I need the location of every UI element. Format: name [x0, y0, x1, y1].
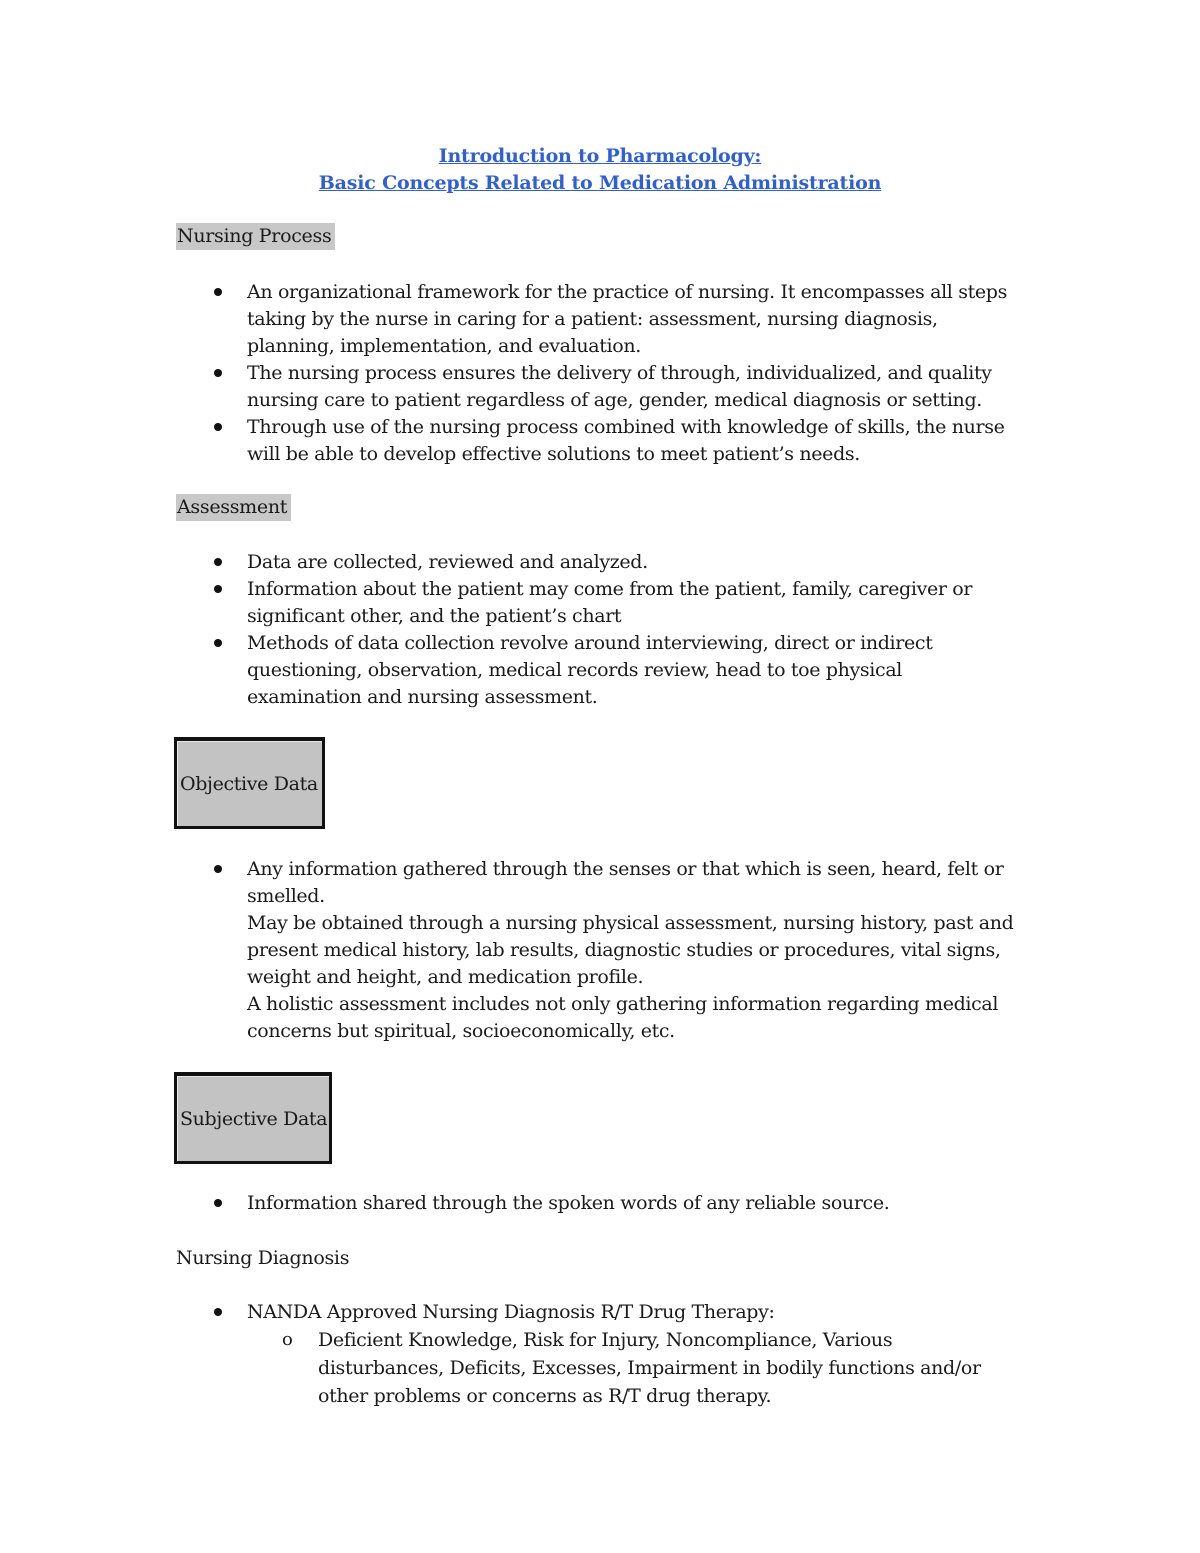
- bullet-icon: [214, 639, 222, 647]
- bullet-icon: [214, 1308, 222, 1316]
- list-item: [247, 360, 1027, 414]
- subjective-data-label: Subjective Data: [180, 1107, 328, 1130]
- list-item-text: taking by the nurse in caring for a patient: assessment, nursing diagnosis,: [247, 308, 938, 330]
- sub-list-item: [282, 1326, 1027, 1410]
- sub-list-item-text: other problems or concerns as R/T drug therapy.: [318, 1385, 772, 1407]
- bullet-icon: [214, 288, 222, 296]
- bullet-icon: [214, 585, 222, 593]
- assessment-heading: Assessment: [176, 494, 291, 521]
- list-item-text: Data are collected, reviewed and analyzed.: [247, 551, 648, 573]
- objective-data-label: Objective Data: [180, 772, 318, 795]
- bullet-icon: [214, 558, 222, 566]
- list-item-text: An organizational framework for the practice of nursing. It encompasses all steps: [247, 281, 1008, 303]
- list-item-text: questioning, observation, medical records review, head to toe physical: [247, 659, 903, 681]
- objective-data-box: [174, 737, 325, 829]
- sub-list-item-text: Deficient Knowledge, Risk for Injury, Noncompliance, Various: [318, 1329, 893, 1351]
- list-item-text: significant other, and the patient’s chart: [247, 605, 622, 627]
- assessment-list: [247, 549, 1027, 711]
- nursing-process-heading: Nursing Process: [176, 223, 335, 250]
- list-item-text: smelled.: [247, 885, 325, 907]
- list-item-text: planning, implementation, and evaluation.: [247, 335, 641, 357]
- list-item-text: will be able to develop effective solutions to meet patient’s needs.: [247, 443, 860, 465]
- list-item-text: Any information gathered through the senses or that which is seen, heard, felt or: [247, 858, 1004, 880]
- list-item-text: nursing care to patient regardless of age, gender, medical diagnosis or setting.: [247, 389, 982, 411]
- list-item: [247, 630, 1027, 711]
- nursing-diagnosis-list: [247, 1299, 1027, 1410]
- bullet-icon: [214, 1199, 222, 1207]
- subjective-data-box: [174, 1072, 332, 1164]
- bullet-icon: [214, 423, 222, 431]
- list-item-text: NANDA Approved Nursing Diagnosis R/T Drug Therapy:: [247, 1301, 775, 1323]
- document-title-line-1: Introduction to Pharmacology:: [438, 145, 762, 167]
- document-title-line-2: Basic Concepts Related to Medication Administration: [318, 172, 882, 194]
- list-item-text: concerns but spiritual, socioeconomically, etc.: [247, 1020, 675, 1042]
- list-item: [247, 414, 1027, 468]
- list-item-text: present medical history, lab results, diagnostic studies or procedures, vital signs,: [247, 939, 1001, 961]
- list-item: [247, 549, 1027, 576]
- list-item-text: Information shared through the spoken words of any reliable source.: [247, 1192, 890, 1214]
- bullet-icon: [214, 369, 222, 377]
- list-item-text: Information about the patient may come from the patient, family, caregiver or: [247, 578, 973, 600]
- list-item-text: Methods of data collection revolve around interviewing, direct or indirect: [247, 632, 933, 654]
- sub-list-item-text: disturbances, Deficits, Excesses, Impairment in bodily functions and/or: [318, 1357, 981, 1379]
- list-item: [247, 856, 1027, 1045]
- list-item-text: Through use of the nursing process combined with knowledge of skills, the nurse: [247, 416, 1005, 438]
- list-item-text: The nursing process ensures the delivery of through, individualized, and quality: [247, 362, 992, 384]
- subjective-data-list: [247, 1190, 1027, 1217]
- nursing-diagnosis-heading: Nursing Diagnosis: [176, 1247, 350, 1269]
- list-item-text: weight and height, and medication profile.: [247, 966, 644, 988]
- list-item: [247, 279, 1027, 360]
- nursing-diagnosis-sublist: [247, 1326, 1027, 1410]
- list-item-text: A holistic assessment includes not only gathering information regarding medical: [247, 993, 999, 1015]
- bullet-icon: [214, 865, 222, 873]
- list-item: [247, 1299, 1027, 1410]
- list-item: [247, 1190, 1027, 1217]
- list-item: [247, 576, 1027, 630]
- circle-bullet-icon: o: [282, 1329, 293, 1350]
- objective-data-list: [247, 856, 1027, 1045]
- nursing-process-list: [247, 279, 1027, 468]
- list-item-text: examination and nursing assessment.: [247, 686, 598, 708]
- list-item-text: May be obtained through a nursing physical assessment, nursing history, past and: [247, 912, 1014, 934]
